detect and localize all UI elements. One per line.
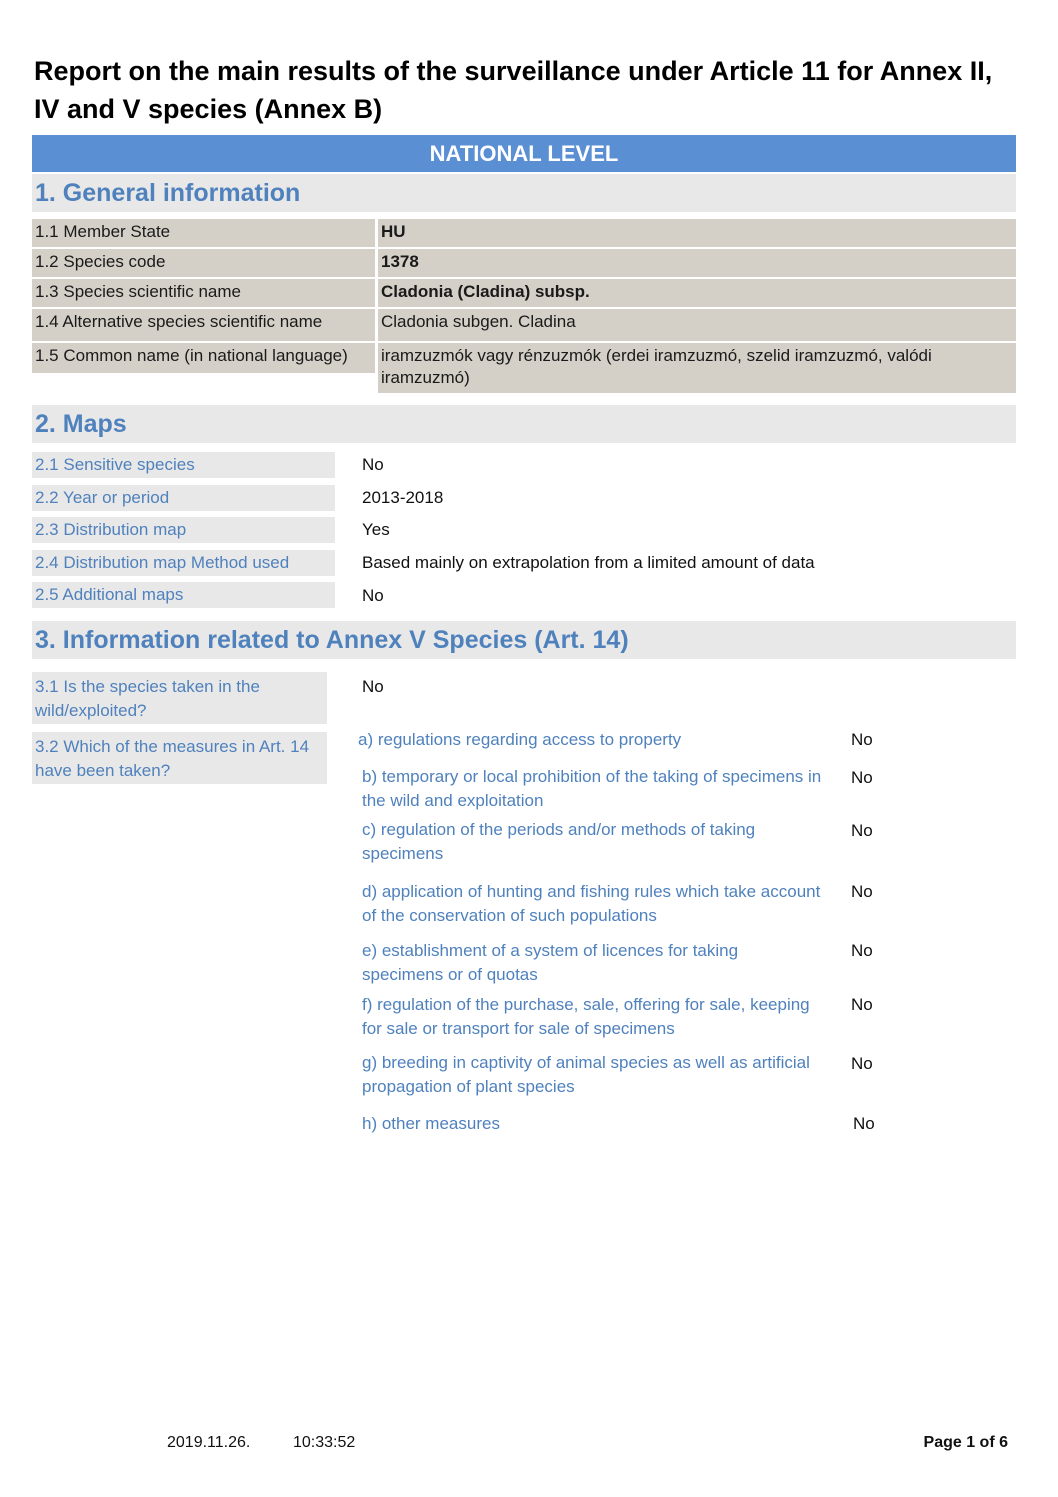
sensitive-species-value: No: [362, 455, 384, 474]
additional-maps-value: No: [362, 586, 384, 605]
measure-g-value: No: [851, 1054, 873, 1073]
measure-f-value: No: [851, 995, 873, 1014]
species-taken-label: 3.1 Is the species taken in the wild/exploited?: [32, 672, 327, 724]
footer-time: 10:33:52: [293, 1434, 356, 1451]
page-number: Page 1 of 6: [923, 1434, 1008, 1451]
species-taken-value: No: [362, 677, 384, 696]
common-name-value: iramzuzmók vagy rénzuzmók (erdei iramzuzmó, szelid iramzuzmó, valódi iramzuzmó): [378, 343, 1016, 393]
section-annex-v-heading: 3. Information related to Annex V Species (Art. 14): [32, 621, 1016, 659]
measure-c-value: No: [851, 821, 873, 840]
year-period-value: 2013-2018: [362, 488, 444, 507]
distribution-method-value: Based mainly on extrapolation from a limited amount of data: [362, 553, 815, 572]
alternative-name-label: 1.4 Alternative species scientific name: [32, 309, 375, 341]
species-code-value: 1378: [378, 249, 1016, 277]
measure-a-label: a) regulations regarding access to property: [358, 730, 682, 749]
species-code-label: 1.2 Species code: [32, 249, 375, 277]
measure-h-label: h) other measures: [362, 1114, 500, 1133]
distribution-map-value: Yes: [362, 520, 390, 539]
sensitive-species-label: 2.1 Sensitive species: [32, 452, 335, 478]
measures-taken-label: 3.2 Which of the measures in Art. 14 have been taken?: [32, 732, 327, 784]
alternative-name-value: Cladonia subgen. Cladina: [378, 309, 1016, 341]
measure-h-value: No: [853, 1114, 875, 1133]
report-title: Report on the main results of the surveillance under Article 11 for Annex II, IV and V species (Annex B): [34, 56, 993, 124]
common-name-label: 1.5 Common name (in national language): [32, 343, 375, 373]
member-state-value: HU: [378, 219, 1016, 247]
measure-a-value: No: [851, 730, 873, 749]
measure-f-label: f) regulation of the purchase, sale, offering for sale, keeping for sale or transport for sale of specimens: [362, 995, 810, 1038]
national-level-header: NATIONAL LEVEL: [32, 135, 1016, 172]
measure-g-label: g) breeding in captivity of animal species as well as artificial propagation of plant species: [362, 1053, 810, 1096]
footer-date: 2019.11.26.: [167, 1434, 251, 1451]
measure-d-label: d) application of hunting and fishing rules which take account of the conservation of such populations: [362, 882, 821, 925]
measure-e-value: No: [851, 941, 873, 960]
measure-b-value: No: [851, 768, 873, 787]
additional-maps-label: 2.5 Additional maps: [32, 582, 335, 608]
measure-b-label: b) temporary or local prohibition of the taking of specimens in the wild and exploitation: [362, 767, 822, 810]
year-period-label: 2.2 Year or period: [32, 485, 335, 511]
member-state-label: 1.1 Member State: [32, 219, 375, 247]
scientific-name-value: Cladonia (Cladina) subsp.: [378, 279, 1016, 307]
measure-c-label: c) regulation of the periods and/or methods of taking specimens: [362, 820, 756, 863]
distribution-method-label: 2.4 Distribution map Method used: [32, 550, 335, 576]
section-maps-heading: 2. Maps: [32, 405, 1016, 443]
section-general-information-heading: 1. General information: [32, 174, 1016, 212]
measure-e-label: e) establishment of a system of licences for taking specimens or of quotas: [362, 941, 739, 984]
distribution-map-label: 2.3 Distribution map: [32, 517, 335, 543]
measure-d-value: No: [851, 882, 873, 901]
scientific-name-label: 1.3 Species scientific name: [32, 279, 375, 307]
